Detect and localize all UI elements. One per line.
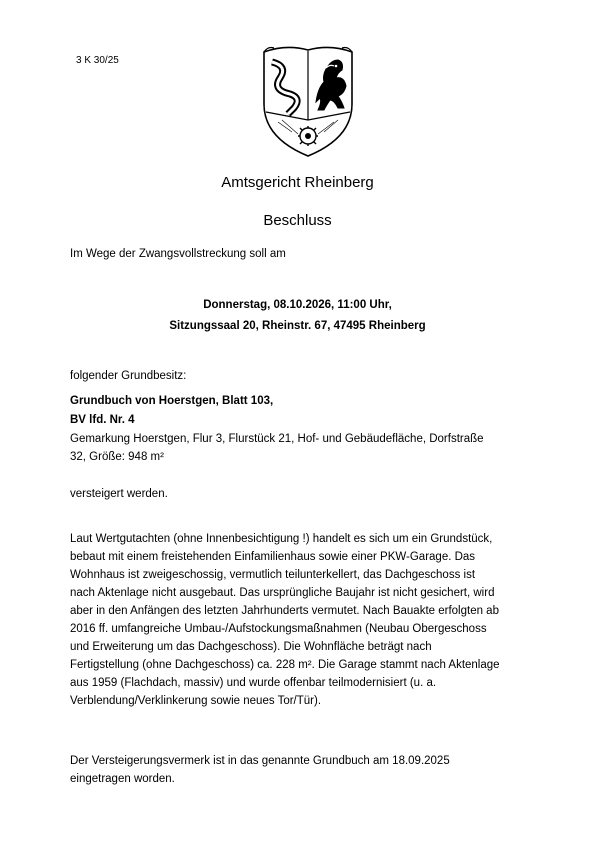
report-line: Laut Wertgutachten (ohne Innenbesichtigung !) handelt es sich um ein Grundstück, bbox=[70, 533, 493, 545]
auction-location-line: Sitzungssaal 20, Rheinstr. 67, 47495 Rheinberg bbox=[169, 320, 426, 332]
report-line: bebaut mit einem freistehenden Einfamilienhaus sowie einer PKW-Garage. Das bbox=[70, 551, 476, 563]
land-register-line-2: BV lfd. Nr. 4 bbox=[70, 414, 135, 426]
report-line: Wohnhaus ist zweigeschossig, vermutlich teilunterkellert, das Dachgeschoss ist bbox=[70, 569, 476, 581]
outro-text: versteigert werden. bbox=[70, 488, 168, 500]
court-name: Amtsgericht Rheinberg bbox=[221, 174, 374, 191]
nrw-coat-of-arms-icon bbox=[258, 42, 358, 160]
land-register-line-1: Grundbuch von Hoerstgen, Blatt 103, bbox=[70, 395, 274, 407]
report-line: nach Aktenlage nicht ausgebaut. Das ursprüngliche Baujahr ist nicht gesichert, wird bbox=[70, 587, 495, 599]
report-line: und Erweiterung um das Dachgeschoss). Die Wohnfläche beträgt nach bbox=[70, 641, 432, 653]
property-lead-text: folgender Grundbesitz: bbox=[70, 370, 187, 382]
auction-date-line: Donnerstag, 08.10.2026, 11:00 Uhr, bbox=[203, 299, 392, 311]
case-number: 3 K 30/25 bbox=[76, 55, 119, 66]
entry-line: Der Versteigerungsvermerk ist in das genannte Grundbuch am 18.09.2025 bbox=[70, 755, 450, 767]
report-line: 2016 ff. umfangreiche Umbau-/Aufstockungsmaßnahmen (Neubau Obergeschoss bbox=[70, 623, 487, 635]
report-line: Verblendung/Verklinkerung sowie neues Tor/Tür). bbox=[70, 695, 322, 707]
valuation-report-paragraph bbox=[70, 530, 530, 710]
parcel-description-line: 32, Größe: 948 m² bbox=[70, 451, 164, 463]
entry-line: eingetragen worden. bbox=[70, 773, 175, 785]
report-line: aber in den Anfängen des letzten Jahrhunderts vermutet. Nach Bauakte erfolgten ab bbox=[70, 605, 499, 617]
parcel-description-line: Gemarkung Hoerstgen, Flur 3, Flurstück 21, Hof- und Gebäudefläche, Dorfstraße bbox=[70, 433, 484, 445]
auction-date-block bbox=[0, 295, 595, 337]
report-line: Fertigstellung (ohne Dachgeschoss) ca. 228 m². Die Garage stammt nach Aktenlage bbox=[70, 659, 500, 671]
intro-text: Im Wege der Zwangsvollstreckung soll am bbox=[70, 248, 286, 260]
document-type-heading: Beschluss bbox=[263, 212, 332, 229]
registration-note-paragraph bbox=[70, 752, 530, 788]
report-line: aus 1959 (Flachdach, massiv) und wurde offenbar teilmodernisiert (u. a. bbox=[70, 677, 437, 689]
land-register-block bbox=[70, 392, 530, 466]
